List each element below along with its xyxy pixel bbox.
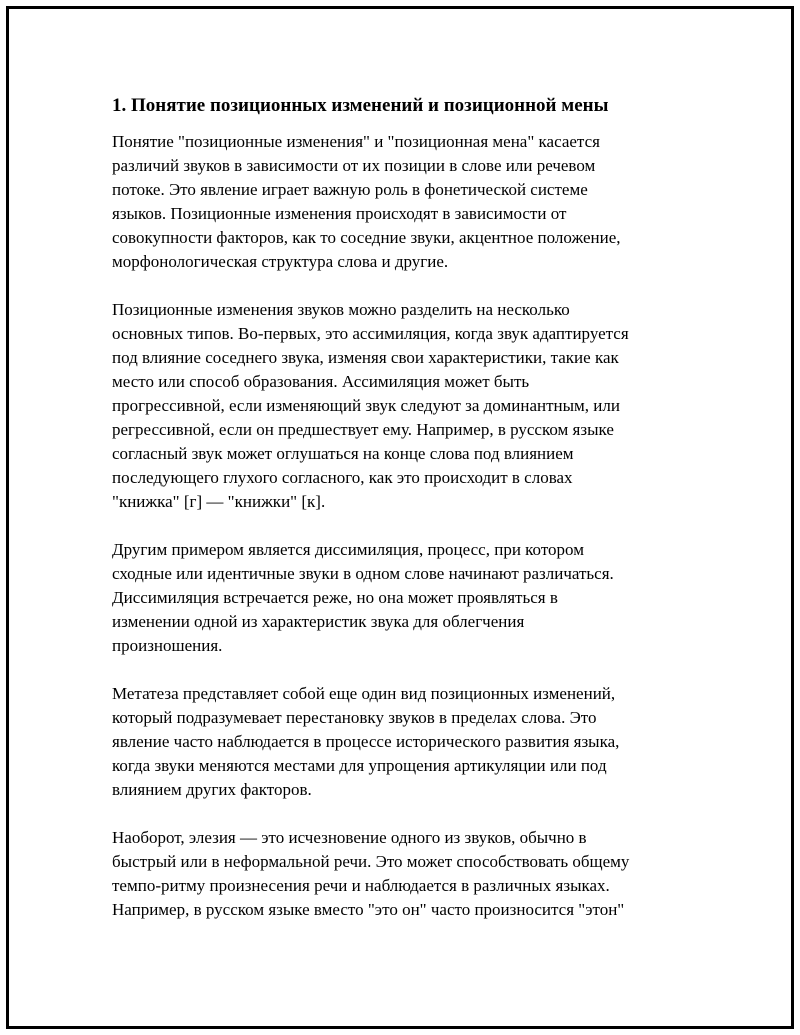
paragraph-metathesis (112, 682, 692, 802)
paragraph-assimilation (112, 298, 692, 514)
text-line: Наоборот, элезия — это исчезновение одного из звуков, обычно в (112, 828, 587, 847)
text-line: Позиционные изменения звуков можно разделить на несколько (112, 300, 570, 319)
text-line: основных типов. Во-первых, это ассимиляция, когда звук адаптируется (112, 324, 629, 343)
text-line: Другим примером является диссимиляция, процесс, при котором (112, 540, 584, 559)
text-line: место или способ образования. Ассимиляция может быть (112, 372, 530, 391)
text-line: явление часто наблюдается в процессе исторического развития языка, (112, 732, 620, 751)
text-line: Понятие "позиционные изменения" и "позиционная мена" касается (112, 132, 600, 151)
text-line: сходные или идентичные звуки в одном слове начинают различаться. (112, 564, 614, 583)
text-line: когда звуки меняются местами для упрощения артикуляции или под (112, 756, 607, 775)
text-line: изменении одной из характеристик звука для облегчения (112, 612, 525, 631)
paragraph-elision (112, 826, 692, 922)
text-line: прогрессивной, если изменяющий звук следуют за доминантным, или (112, 396, 620, 415)
text-line: влиянием других факторов. (112, 780, 312, 799)
text-line: Диссимиляция встречается реже, но она может проявляться в (112, 588, 558, 607)
text-line: Например, в русском языке вместо "это он" часто произносится "этон" (112, 900, 625, 919)
document-body (112, 88, 692, 946)
text-line: быстрый или в неформальной речи. Это может способствовать общему (112, 852, 630, 871)
paragraph-intro (112, 130, 692, 274)
text-line: различий звуков в зависимости от их позиции в слове или речевом (112, 156, 596, 175)
text-line: произношения. (112, 636, 223, 655)
text-line: потоке. Это явление играет важную роль в фонетической системе (112, 180, 588, 199)
text-line: "книжка" [г] — "книжки" [к]. (112, 492, 326, 511)
paragraph-dissimilation (112, 538, 692, 658)
section-heading: 1. Понятие позиционных изменений и позиционной мены (112, 95, 609, 116)
text-line: который подразумевает перестановку звуков в пределах слова. Это (112, 708, 597, 727)
text-line: под влияние соседнего звука, изменяя свои характеристики, такие как (112, 348, 619, 367)
text-line: согласный звук может оглушаться на конце слова под влиянием (112, 444, 574, 463)
text-line: Метатеза представляет собой еще один вид позиционных изменений, (112, 684, 616, 703)
text-line: языков. Позиционные изменения происходят в зависимости от (112, 204, 567, 223)
text-line: совокупности факторов, как то соседние звуки, акцентное положение, (112, 228, 621, 247)
text-line: последующего глухого согласного, как это происходит в словах (112, 468, 573, 487)
text-line: морфонологическая структура слова и другие. (112, 252, 449, 271)
text-line: темпо-ритму произнесения речи и наблюдается в различных языках. (112, 876, 610, 895)
text-line: регрессивной, если он предшествует ему. Например, в русском языке (112, 420, 614, 439)
